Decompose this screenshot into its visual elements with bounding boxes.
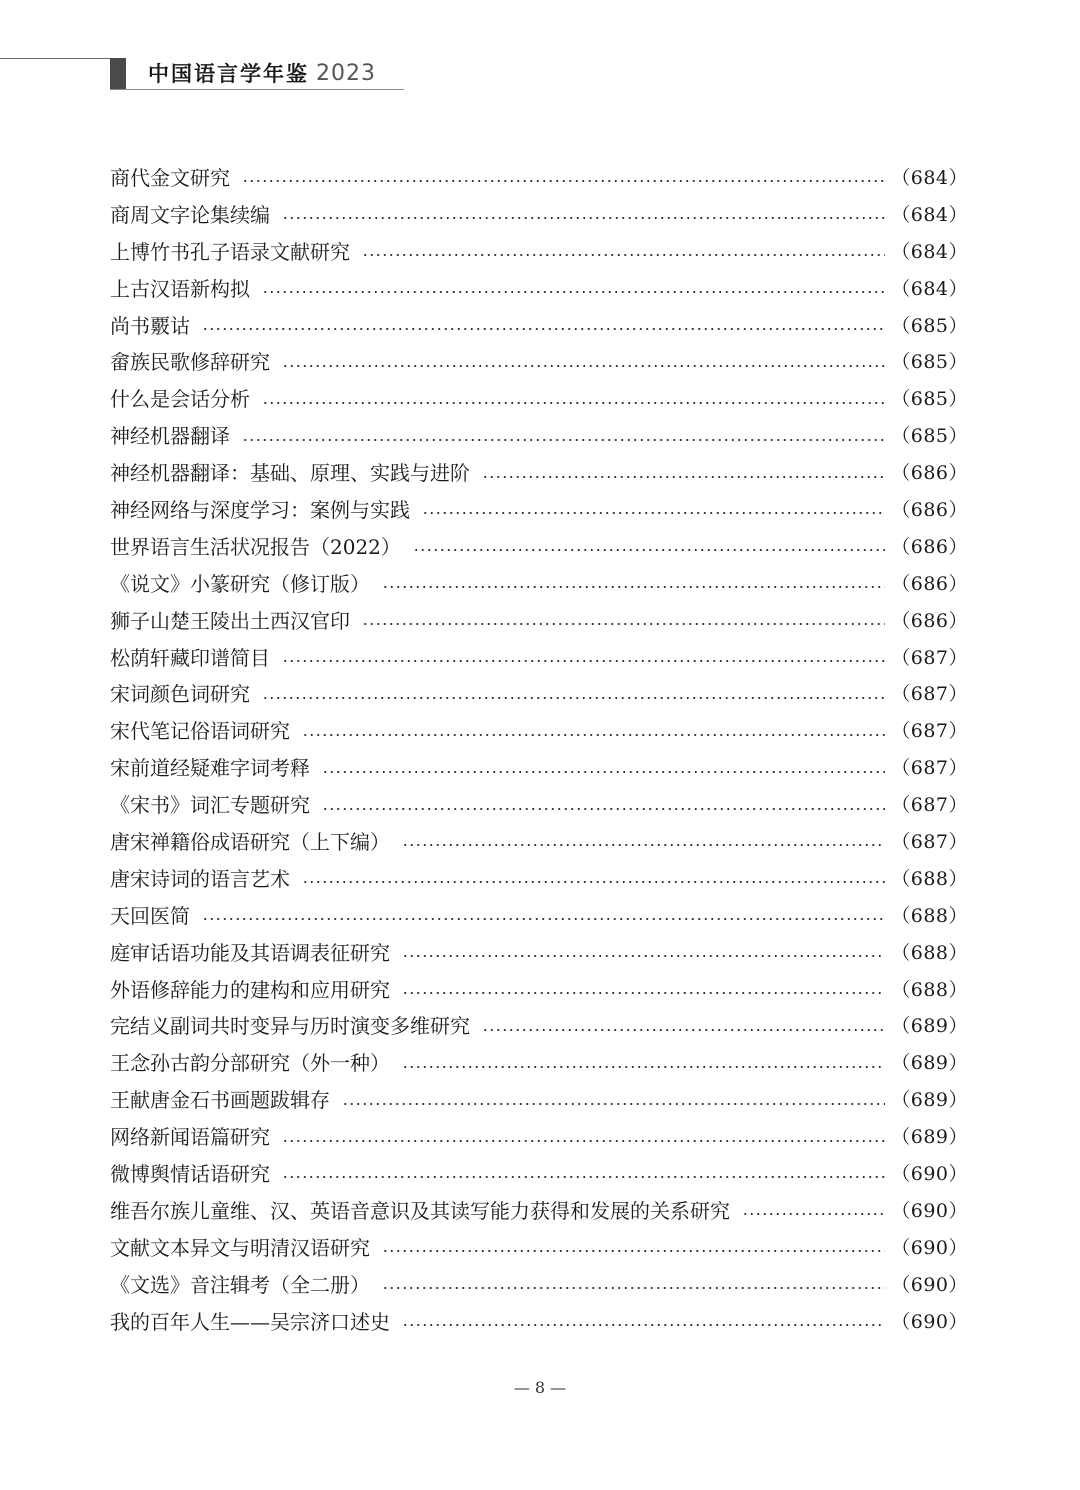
toc-leader-dots (402, 844, 885, 846)
toc-entry-page: （689） (891, 1089, 968, 1112)
toc-entry-title: 上博竹书孔子语录文献研究 (110, 239, 350, 264)
toc-entry-page: （688） (891, 978, 968, 1001)
toc-entry[interactable] (110, 271, 968, 308)
toc-leader-dots (482, 1029, 885, 1031)
toc-leader-dots (422, 512, 885, 514)
toc-entry-page: （690） (891, 1310, 968, 1333)
toc-leader-dots (282, 660, 885, 662)
header-accent-block (110, 58, 126, 90)
toc-entry[interactable] (110, 861, 968, 898)
toc-entry-title: 网络新闻语篇研究 (110, 1125, 270, 1150)
toc-entry-page: （688） (891, 904, 968, 927)
toc-leader-dots (202, 328, 885, 330)
toc-entry-title: 唐宋诗词的语言艺术 (110, 866, 290, 891)
toc-entry-title: 维吾尔族儿童维、汉、英语音意识及其读写能力获得和发展的关系研究 (110, 1198, 730, 1223)
toc-leader-dots (382, 586, 885, 588)
toc-entry[interactable] (110, 197, 968, 234)
toc-entry[interactable] (110, 381, 968, 418)
toc-entry-page: （685） (891, 425, 968, 448)
toc-entry-page: （687） (891, 831, 968, 854)
toc-entry[interactable] (110, 972, 968, 1009)
toc-entry-title: 《文选》音注辑考（全二册） (110, 1272, 370, 1297)
toc-entry-page: （684） (891, 277, 968, 300)
toc-leader-dots (382, 1250, 885, 1252)
toc-entry[interactable] (110, 640, 968, 677)
toc-entry-title: 王献唐金石书画题跋辑存 (110, 1088, 330, 1113)
toc-entry[interactable] (110, 566, 968, 603)
toc-entry-page: （687） (891, 794, 968, 817)
toc-entry-page: （686） (891, 572, 968, 595)
toc-entry[interactable] (110, 713, 968, 750)
toc-leader-dots (322, 771, 885, 773)
toc-leader-dots (342, 1103, 885, 1105)
toc-leader-dots (413, 549, 885, 551)
toc-entry-title: 天回医简 (110, 903, 190, 928)
toc-leader-dots (242, 180, 885, 182)
page-number: — 8 — (513, 1378, 567, 1397)
toc-leader-dots (482, 476, 885, 478)
toc-leader-dots (262, 402, 885, 404)
toc-leader-dots (262, 291, 885, 293)
toc-entry[interactable] (110, 1193, 968, 1230)
toc-entry-page: （690） (891, 1163, 968, 1186)
toc-entry-page: （687） (891, 683, 968, 706)
toc-entry[interactable] (110, 344, 968, 381)
toc-entry-page: （687） (891, 646, 968, 669)
toc-entry-title: 商周文字论集续编 (110, 202, 270, 227)
toc-entry-page: （686） (891, 462, 968, 485)
toc-entry-page: （689） (891, 1052, 968, 1075)
toc-entry-title: 上古汉语新构拟 (110, 276, 250, 301)
toc-entry-page: （686） (891, 535, 968, 558)
toc-entry-title: 文献文本异文与明清汉语研究 (110, 1235, 370, 1260)
toc-entry-title: 宋代笔记俗语词研究 (110, 719, 290, 744)
toc-leader-dots (402, 1066, 885, 1068)
toc-entry-title: 庭审话语功能及其语调表征研究 (110, 940, 390, 965)
toc-entry[interactable] (110, 455, 968, 492)
toc-entry-title: 完结义副词共时变异与历时演变多维研究 (110, 1014, 470, 1039)
toc-entry-page: （690） (891, 1199, 968, 1222)
toc-entry-page: （685） (891, 314, 968, 337)
toc-entry[interactable] (110, 234, 968, 271)
toc-leader-dots (402, 992, 885, 994)
toc-leader-dots (302, 734, 885, 736)
toc-entry-page: （685） (891, 351, 968, 374)
running-header-year: 2023 (316, 61, 376, 86)
toc-entry[interactable] (110, 603, 968, 640)
toc-entry-title: 世界语言生活状况报告（2022） (110, 534, 401, 559)
toc-entry-title: 唐宋禅籍俗成语研究（上下编） (110, 830, 390, 855)
toc-entry-page: （685） (891, 388, 968, 411)
toc-entry-title: 商代金文研究 (110, 166, 230, 190)
toc-entry-page: （688） (891, 867, 968, 890)
toc-entry[interactable] (110, 1045, 968, 1082)
toc-entry[interactable] (110, 787, 968, 824)
toc-leader-dots (242, 439, 885, 441)
toc-entry[interactable] (110, 935, 968, 972)
toc-leader-dots (382, 1287, 885, 1289)
toc-entry-title: 神经机器翻译：基础、原理、实践与进阶 (110, 461, 470, 486)
toc-entry[interactable] (110, 1156, 968, 1193)
toc-leader-dots (302, 881, 885, 883)
toc-entry-title: 《宋书》词汇专题研究 (110, 793, 310, 818)
toc-entry-title: 宋词颜色词研究 (110, 682, 250, 707)
toc-leader-dots (282, 1176, 885, 1178)
toc-entry-page: （690） (891, 1273, 968, 1296)
header-underline (110, 89, 404, 90)
toc-entry-page: （684） (891, 240, 968, 263)
toc-leader-dots (262, 697, 885, 699)
toc-entry-page: （686） (891, 609, 968, 632)
table-of-contents (110, 160, 968, 1341)
toc-entry[interactable] (110, 529, 968, 566)
toc-entry-page: （684） (891, 203, 968, 226)
toc-entry[interactable] (110, 824, 968, 861)
toc-entry-page: （687） (891, 757, 968, 780)
running-header-title: 中国语言学年鉴 (148, 61, 309, 86)
toc-entry-title: 尚书覈诂 (110, 313, 190, 338)
toc-entry[interactable] (110, 308, 968, 345)
toc-leader-dots (282, 217, 885, 219)
toc-entry-title: 松荫轩藏印谱简目 (110, 645, 270, 670)
toc-entry[interactable] (110, 1267, 968, 1304)
toc-entry-title: 微博舆情话语研究 (110, 1162, 270, 1187)
toc-entry-title: 《说文》小篆研究（修订版） (110, 571, 370, 596)
toc-leader-dots (742, 1213, 885, 1215)
toc-leader-dots (202, 918, 885, 920)
toc-entry[interactable] (110, 750, 968, 787)
toc-leader-dots (282, 1140, 885, 1142)
toc-entry-title: 什么是会话分析 (110, 387, 250, 412)
toc-leader-dots (362, 623, 885, 625)
toc-entry-title: 王念孙古韵分部研究（外一种） (110, 1051, 390, 1076)
toc-entry[interactable] (110, 1230, 968, 1267)
toc-entry[interactable] (110, 1304, 968, 1341)
toc-entry-page: （686） (891, 499, 968, 522)
toc-entry-title: 神经机器翻译 (110, 424, 230, 449)
toc-entry-title: 宋前道经疑难字词考释 (110, 756, 310, 781)
toc-entry-page: （684） (891, 167, 968, 189)
toc-entry[interactable] (110, 676, 968, 713)
toc-leader-dots (402, 1324, 885, 1326)
toc-entry[interactable] (110, 1119, 968, 1156)
toc-leader-dots (282, 365, 885, 367)
toc-leader-dots (322, 808, 885, 810)
toc-leader-dots (362, 254, 885, 256)
toc-entry-title: 我的百年人生——吴宗济口述史 (110, 1309, 390, 1334)
toc-entry[interactable] (110, 492, 968, 529)
toc-entry-page: （690） (891, 1236, 968, 1259)
toc-entry-page: （689） (891, 1126, 968, 1149)
toc-entry[interactable] (110, 160, 968, 197)
toc-entry-title: 神经网络与深度学习：案例与实践 (110, 498, 410, 523)
toc-entry[interactable] (110, 898, 968, 935)
toc-entry-title: 畲族民歌修辞研究 (110, 350, 270, 375)
toc-entry-page: （687） (891, 720, 968, 743)
toc-entry-title: 狮子山楚王陵出土西汉官印 (110, 608, 350, 633)
toc-entry-title: 外语修辞能力的建构和应用研究 (110, 977, 390, 1002)
header-top-line (0, 58, 110, 59)
toc-entry-page: （689） (891, 1015, 968, 1038)
toc-leader-dots (402, 955, 885, 957)
toc-entry[interactable] (110, 1082, 968, 1119)
toc-entry-page: （688） (891, 941, 968, 964)
toc-entry[interactable] (110, 1008, 968, 1045)
toc-entry[interactable] (110, 418, 968, 455)
